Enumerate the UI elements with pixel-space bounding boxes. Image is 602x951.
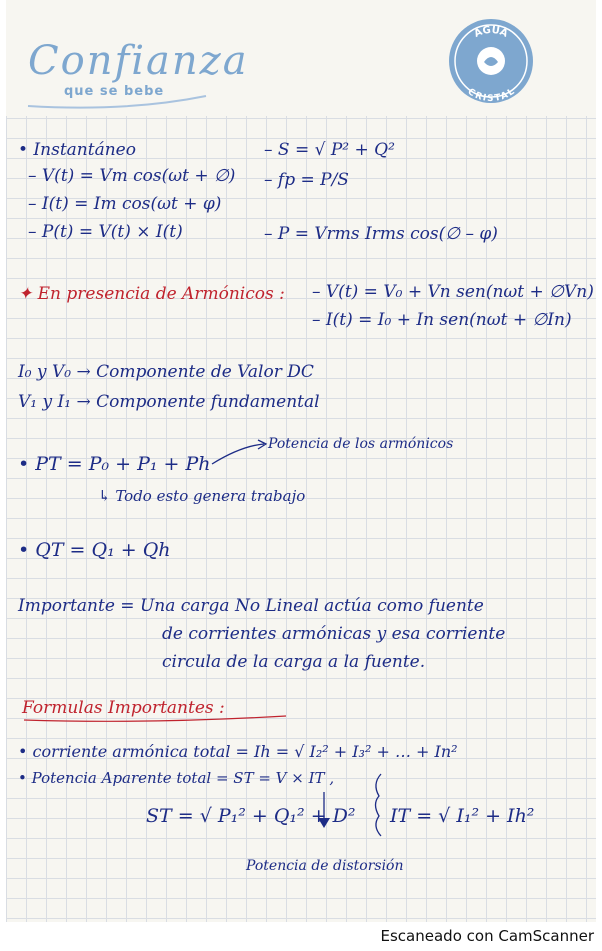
logo-bottom-text: CRISTAL — [465, 87, 517, 105]
important-note-line-2: de corrientes armónicas y esa corriente — [162, 624, 506, 644]
apparent-power-formula: – S = √ P² + Q² — [264, 140, 395, 160]
total-reactive-power-formula: • QT = Q₁ + Qh — [18, 539, 171, 561]
camscanner-watermark: Escaneado con CamScanner — [380, 927, 594, 945]
important-note-line-3: circula de la carga a la fuente. — [162, 652, 426, 672]
power-instant-formula: – P(t) = V(t) × I(t) — [28, 222, 183, 242]
current-harmonic-formula: – I(t) = I₀ + In sen(nωt + ∅In) — [312, 310, 572, 330]
work-generation-note: ↳ Todo esto genera trabajo — [98, 487, 306, 505]
total-active-power-formula: • PT = P₀ + P₁ + Ph — [18, 453, 211, 475]
distortion-power-label: Potencia de distorsión — [246, 858, 404, 874]
dc-component-note: I₀ y V₀ → Componente de Valor DC — [18, 362, 314, 382]
it-formula: IT = √ I₁² + Ih² — [390, 805, 535, 827]
harmonic-power-annotation: Potencia de los armónicos — [268, 436, 454, 452]
total-harmonic-current-formula: • corriente armónica total = Ih = √ I₂² + I₃² + … + In² — [18, 742, 458, 761]
formulas-title: Formulas Importantes : — [22, 698, 225, 718]
notebook-page — [6, 0, 596, 922]
voltage-instant-formula: – V(t) = Vm cos(ωt + ∅) — [28, 166, 236, 186]
logo-top-text: AGUA — [472, 24, 510, 40]
active-power-formula: – P = Vrms Irms cos(∅ – φ) — [264, 224, 498, 244]
brand-logo-text: Confianza — [28, 38, 249, 84]
armonicos-title: ✦ En presencia de Armónicos : — [18, 284, 285, 304]
st-formula: ST = √ P₁² + Q₁² + D² — [146, 805, 356, 827]
current-instant-formula: – I(t) = Im cos(ωt + φ) — [28, 194, 222, 214]
power-factor-formula: – fp = P/S — [264, 170, 349, 190]
instantaneo-title: • Instantáneo — [18, 140, 136, 160]
voltage-harmonic-formula: – V(t) = V₀ + Vn sen(nωt + ∅Vn) — [312, 282, 594, 302]
fundamental-component-note: V₁ y I₁ → Componente fundamental — [18, 392, 320, 412]
brand-tagline: que se bebe — [64, 84, 165, 99]
total-apparent-power-formula: • Potencia Aparente total = ST = V × IT , — [18, 769, 335, 787]
important-note-line-1: Importante = Una carga No Lineal actúa como fuente — [18, 596, 484, 616]
